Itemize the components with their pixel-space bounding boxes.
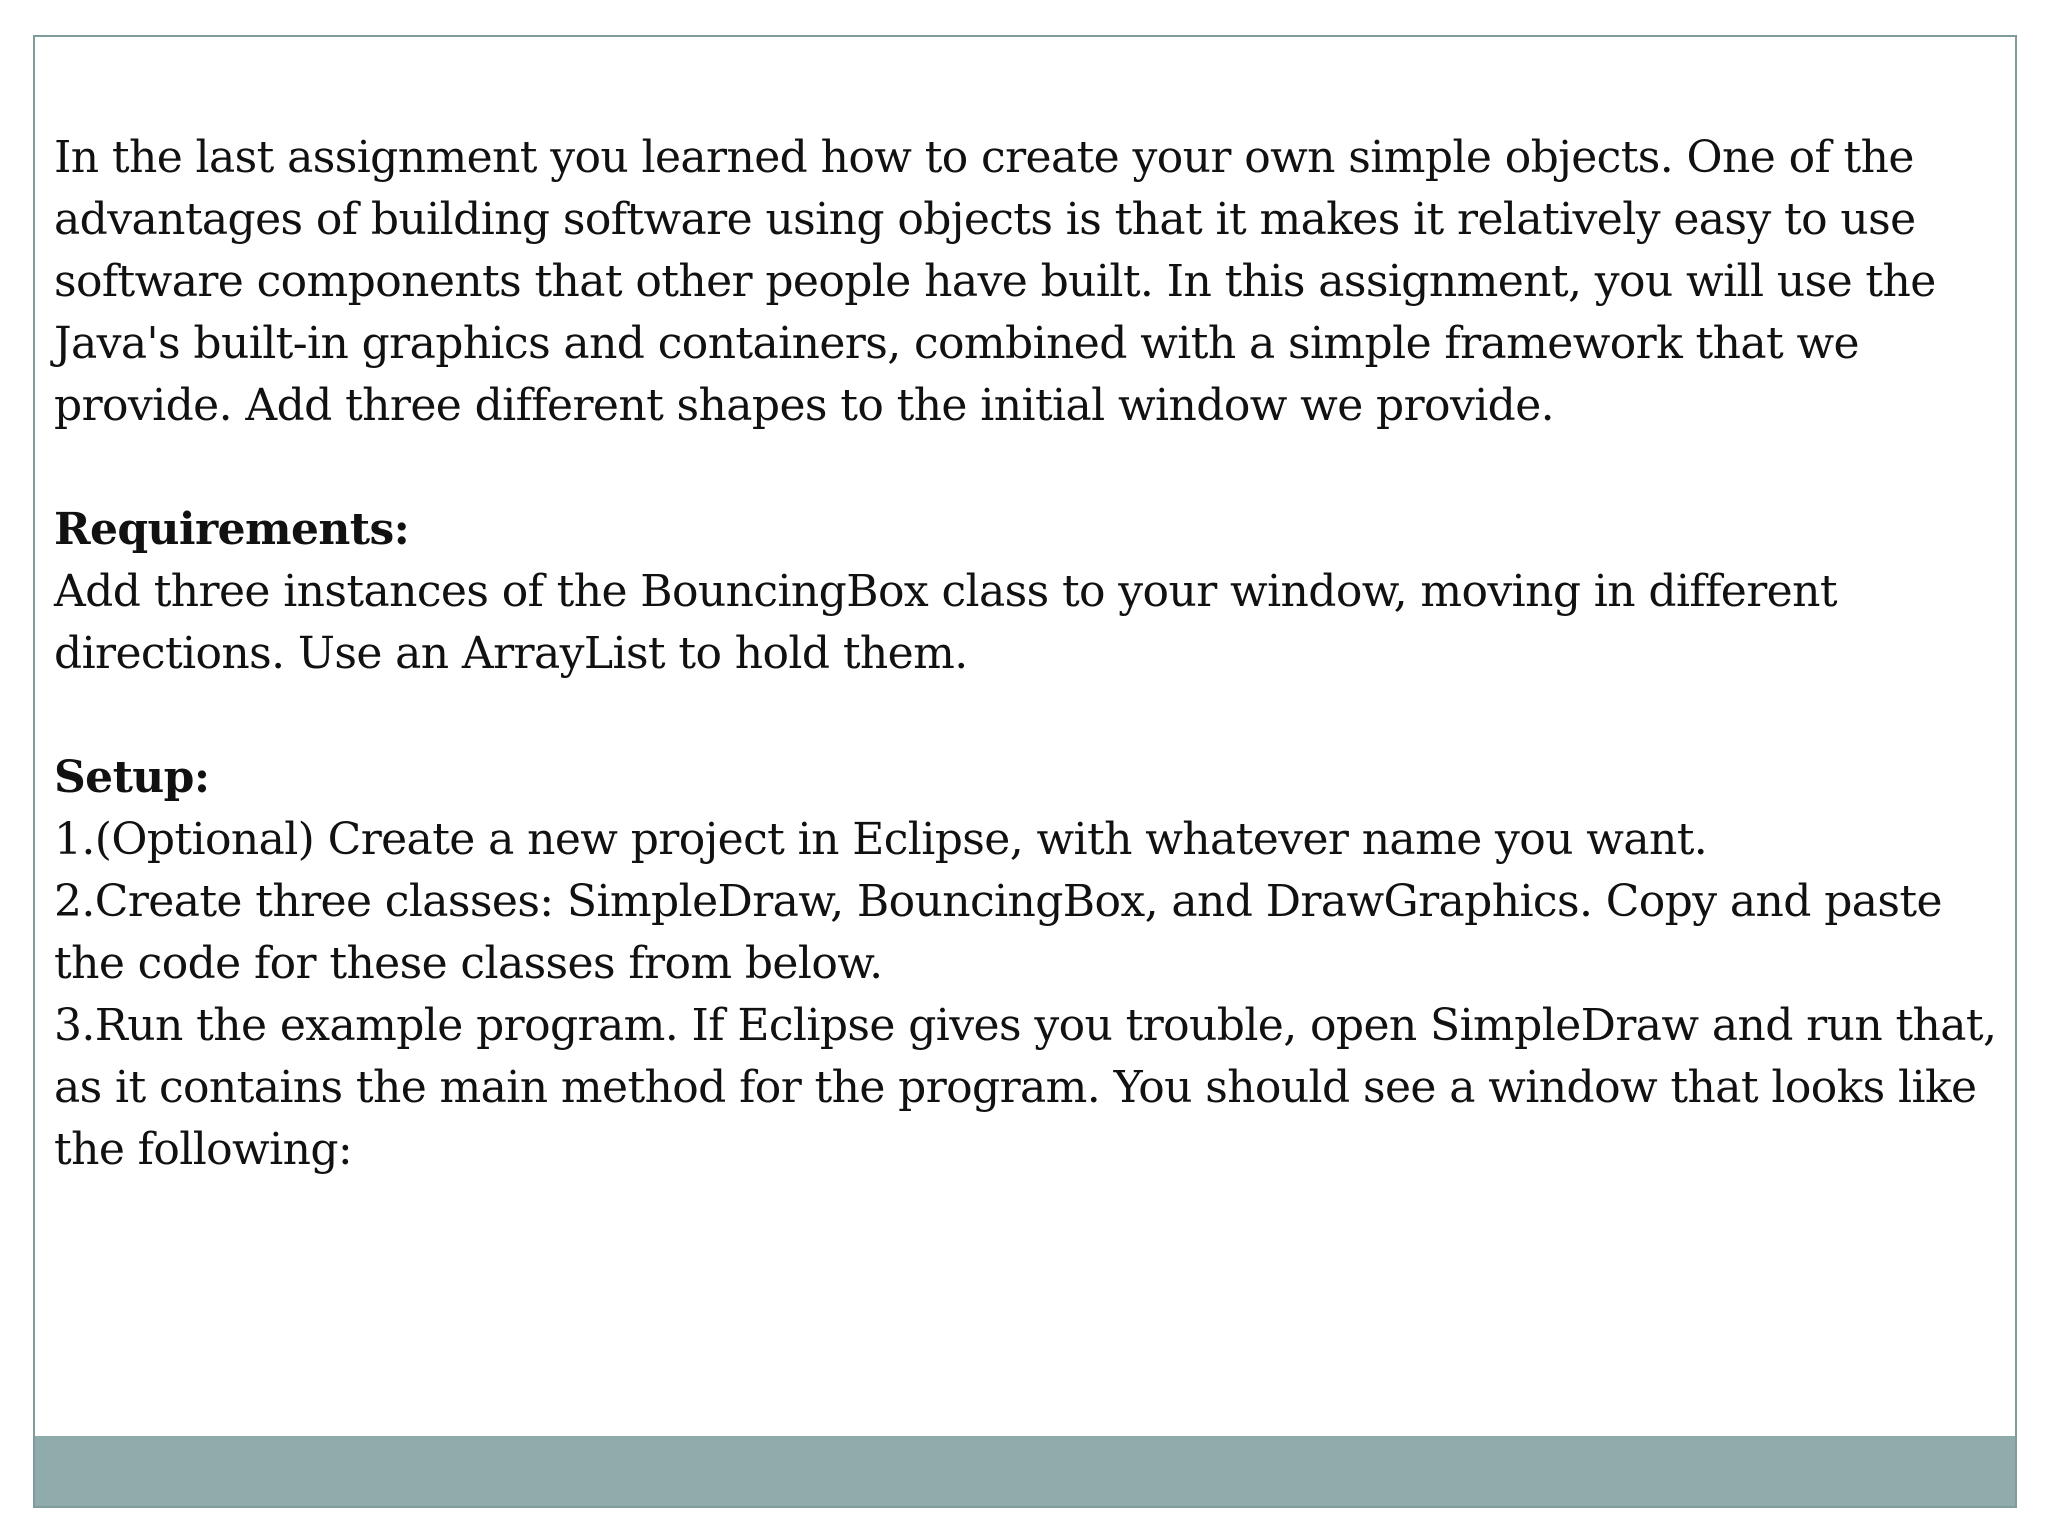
requirements-text: Add three instances of the BouncingBox class to your window, moving in different directions. Use an ArrayList to hold them. [54,566,1837,679]
setup-step-2: 2.Create three classes: SimpleDraw, BouncingBox, and DrawGraphics. Copy and paste the code for these classes from below. [54,876,1942,989]
slide [33,35,2017,1508]
footer-bar [35,1436,2015,1506]
intro-paragraph: In the last assignment you learned how to create your own simple objects. One of the advantages of building software using objects is that it makes it relatively easy to use software components that other people have built. In this assignment, you will use the Java's built-in graphics and containers, combined with a simple framework that we provide. Add three different shapes to the initial window we provide. [54,132,1936,431]
setup-step-3: 3.Run the example program. If Eclipse gives you trouble, open SimpleDraw and run that, as it contains the main method for the program. You should see a window that looks like the following: [54,1000,1997,1175]
setup-step-1: 1.(Optional) Create a new project in Eclipse, with whatever name you want. [54,814,1708,865]
setup-heading: Setup: [54,752,210,803]
spacer [54,437,2014,499]
requirements-heading: Requirements: [54,504,410,555]
spacer [54,685,2014,747]
slide-content [54,127,2014,1181]
